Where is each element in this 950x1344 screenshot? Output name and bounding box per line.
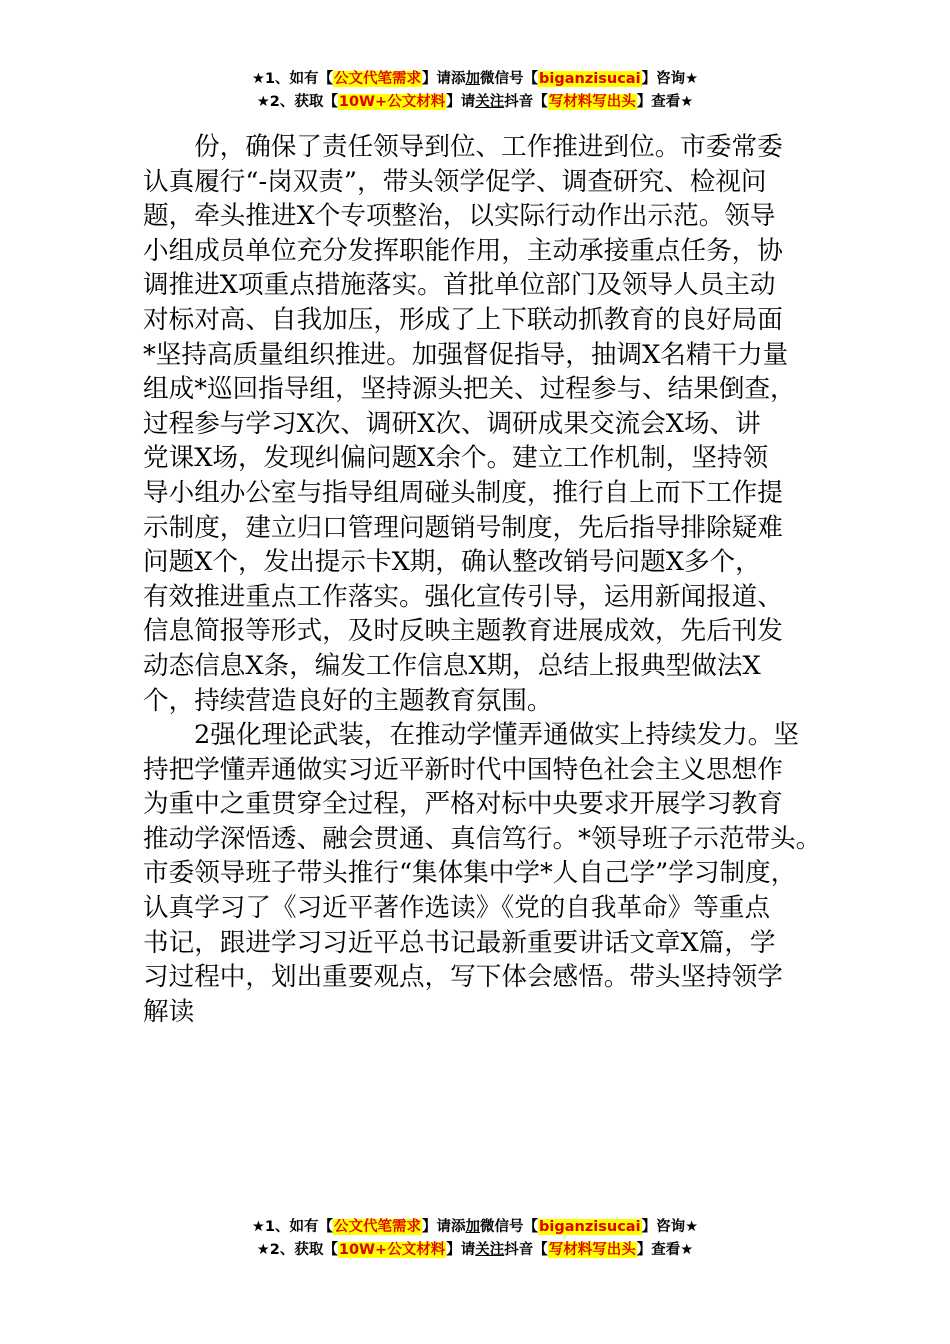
banner-text: ★1、如有【	[251, 1219, 334, 1235]
body-line: 持把学懂弄通做实习近平新时代中国特色社会主义思想作	[143, 754, 783, 785]
highlight-materials: 10W+公文材料	[338, 94, 446, 110]
banner-underline-text: 加	[465, 1219, 481, 1235]
banner-text: 】查看★	[636, 1242, 694, 1258]
body-line: 问题X个，发出提示卡X期，确认整改销号问题X多个，	[143, 547, 761, 578]
body-line: 市委领导班子带头推行“集体集中学*人自己学”学习制度，	[143, 858, 797, 889]
footer-banner	[0, 1216, 950, 1262]
highlight-materials: 10W+公文材料	[338, 1242, 446, 1258]
banner-text: 】咨询★	[641, 1219, 699, 1235]
banner-text: 】请添	[422, 71, 466, 87]
banner-line-2	[0, 1239, 950, 1262]
body-line: *坚持高质量组织推进。加强督促指导，抽调X名精干力量	[143, 339, 789, 370]
body-line: 解读	[143, 996, 195, 1027]
body-line: 动态信息X条，编发工作信息X期，总结上报典型做法X	[143, 650, 761, 681]
banner-text: 】查看★	[636, 94, 694, 110]
body-line: 认真学习了《习近平著作选读》《党的自我革命》等重点	[143, 893, 771, 924]
banner-line-2	[0, 91, 950, 114]
banner-text: ★1、如有【	[251, 71, 334, 87]
highlight-douyin-account: 写材料写出头	[548, 94, 636, 110]
body-line: 个，持续营造良好的主题教育氛围。	[143, 685, 553, 716]
banner-text: 抖音【	[504, 1242, 548, 1258]
body-line: 导小组办公室与指导组周碰头制度，推行自上而下工作提	[143, 477, 783, 508]
body-line: 示制度，建立归口管理问题销号制度，先后指导排除疑难	[143, 512, 783, 543]
body-line: 过程参与学习X次、调研X次、调研成果交流会X场、讲	[143, 408, 761, 439]
body-line: 份，确保了责任领导到位、工作推进到位。市委常委	[194, 132, 783, 162]
banner-underline-text: 关注	[475, 94, 505, 110]
banner-text: ★2、获取【	[256, 94, 338, 110]
body-line: 为重中之重贯穿全过程，严格对标中央要求开展学习教育	[143, 789, 783, 820]
highlight-wechat-id: biganzisucai	[539, 1219, 641, 1235]
banner-text: 】咨询★	[641, 71, 699, 87]
banner-underline-text: 加	[465, 71, 481, 87]
document-body	[143, 130, 833, 1029]
body-line: 组成*巡回指导组，坚持源头把关、过程参与、结果倒查，	[143, 374, 796, 405]
banner-underline-text: 关注	[475, 1242, 505, 1258]
banner-line-1	[0, 68, 950, 91]
banner-text: 】请添	[422, 1219, 466, 1235]
banner-text: 微信号【	[480, 71, 539, 87]
body-line: 信息简报等形式，及时反映主题教育进展成效，先后刊发	[143, 616, 783, 647]
body-line: 调推进X项重点措施落实。首批单位部门及领导人员主动	[143, 270, 776, 301]
highlight-service: 公文代笔需求	[334, 1219, 422, 1235]
highlight-service: 公文代笔需求	[334, 71, 422, 87]
body-line: 小组成员单位充分发挥职能作用，主动承接重点任务，协	[143, 235, 783, 266]
banner-text: 】请	[446, 1242, 476, 1258]
banner-text: 微信号【	[480, 1219, 539, 1235]
banner-line-1	[0, 1216, 950, 1239]
body-line: 题，牵头推进X个专项整治，以实际行动作出示范。领导	[143, 201, 776, 232]
body-line: 有效推进重点工作落实。强化宣传引导，运用新闻报道、	[143, 581, 783, 612]
body-line: 书记，跟进学习习近平总书记最新重要讲话文章X篇，学	[143, 927, 776, 958]
banner-text: ★2、获取【	[256, 1242, 338, 1258]
header-banner	[0, 68, 950, 114]
body-line: 习过程中，划出重要观点，写下体会感悟。带头坚持领学	[143, 962, 783, 993]
banner-text: 抖音【	[504, 94, 548, 110]
highlight-wechat-id: biganzisucai	[539, 71, 641, 87]
body-line: 对标对高、自我加压，形成了上下联动抓教育的良好局面	[143, 304, 783, 335]
highlight-douyin-account: 写材料写出头	[548, 1242, 636, 1258]
body-line: 推动学深悟透、融会贯通、真信笃行。*领导班子示范带头。	[143, 823, 822, 854]
body-line: 2强化理论武装，在推动学懂弄通做实上持续发力。坚	[194, 720, 799, 751]
body-line: 认真履行“-岗双责”，带头领学促学、调查研究、检视问	[143, 166, 767, 197]
banner-text: 】请	[446, 94, 476, 110]
body-line: 党课X场，发现纠偏问题X余个。建立工作机制，坚持领	[143, 443, 769, 474]
